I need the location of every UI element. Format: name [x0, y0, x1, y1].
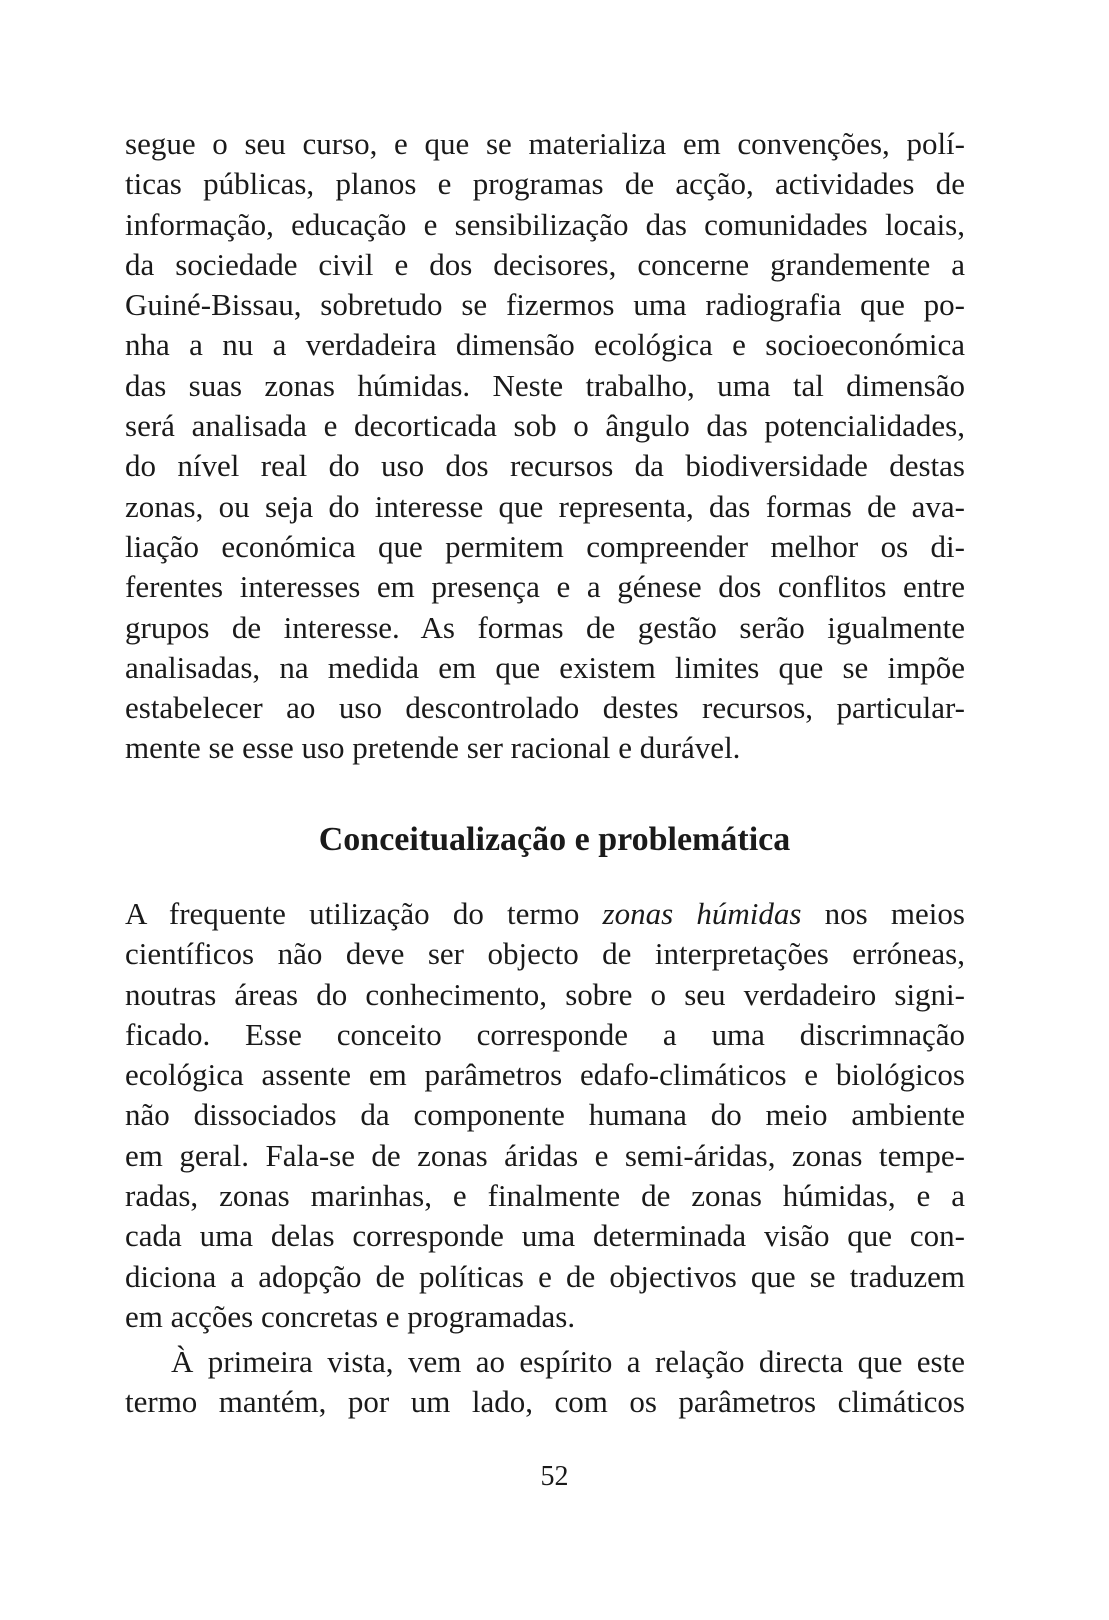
text-line: noutras áreas do conhecimento, sobre o seu verdadeiro signi- — [125, 976, 965, 1012]
text-line: ticas públicas, planos e programas de acção, actividades de — [125, 166, 965, 202]
paragraph-continuation — [125, 1342, 965, 1423]
text-line: nha a nu a verdadeira dimensão ecológica e socioeconómica — [125, 327, 965, 363]
text-line: em geral. Fala-se de zonas áridas e semi-áridas, zonas tempe- — [125, 1137, 965, 1173]
text-line: da sociedade civil e dos decisores, concerne grandemente a — [125, 246, 965, 282]
text-line: segue o seu curso, e que se materializa em convenções, polí- — [125, 126, 965, 161]
text-line: ferentes interesses em presença e a génese dos conflitos entre — [125, 569, 965, 605]
text-line: radas, zonas marinhas, e finalmente de zonas húmidas, e a — [125, 1178, 965, 1214]
text-line: termo mantém, por um lado, com os parâmetros climáticos — [125, 1384, 965, 1420]
text-line: será analisada e decorticada sob o ângulo das potencialidades, — [125, 408, 965, 444]
text-segment: A frequente utilização do termo — [125, 896, 603, 931]
text-line: diciona a adopção de políticas e de objectivos que se traduzem — [125, 1258, 965, 1294]
text-line: ficado. Esse conceito corresponde a uma discrimnação — [125, 1016, 965, 1052]
italic-term: zonas húmidas — [602, 896, 802, 931]
text-line: científicos não deve ser objecto de interpretações erróneas, — [125, 936, 965, 972]
text-line: liação económica que permitem compreender melhor os di- — [125, 528, 965, 564]
section-heading: Conceitualização e problemática — [318, 821, 791, 858]
text-line: ecológica assente em parâmetros edafo-climáticos e biológicos — [125, 1057, 965, 1093]
text-line: mente se esse uso pretende ser racional e durável. — [125, 730, 741, 766]
text-segment: nos meios — [801, 896, 965, 931]
paragraph-intro — [125, 124, 965, 769]
text-line: À primeira vista, vem ao espírito a relação directa que este — [171, 1344, 965, 1379]
text-line: grupos de interesse. As formas de gestão serão igualmente — [125, 609, 965, 645]
text-line: zonas, ou seja do interesse que representa, das formas de ava- — [125, 488, 965, 524]
text-line: do nível real do uso dos recursos da biodiversidade destas — [125, 448, 965, 484]
text-line: em acções concretas e programadas. — [125, 1298, 576, 1334]
text-line: Guiné-Bissau, sobretudo se fizermos uma radiografia que po- — [125, 287, 965, 323]
text-line: analisadas, na medida em que existem limites que se impõe — [125, 649, 965, 685]
paragraph-definition — [125, 894, 965, 1337]
text-line: cada uma delas corresponde uma determinada visão que con- — [125, 1218, 965, 1254]
page-number: 52 — [540, 1461, 569, 1492]
text-line: informação, educação e sensibilização das comunidades locais, — [125, 206, 965, 242]
text-line — [125, 894, 965, 934]
text-line: das suas zonas húmidas. Neste trabalho, uma tal dimensão — [125, 367, 965, 403]
text-line: estabelecer ao uso descontrolado destes recursos, particular- — [125, 690, 965, 726]
text-line: não dissociados da componente humana do meio ambiente — [125, 1097, 965, 1133]
